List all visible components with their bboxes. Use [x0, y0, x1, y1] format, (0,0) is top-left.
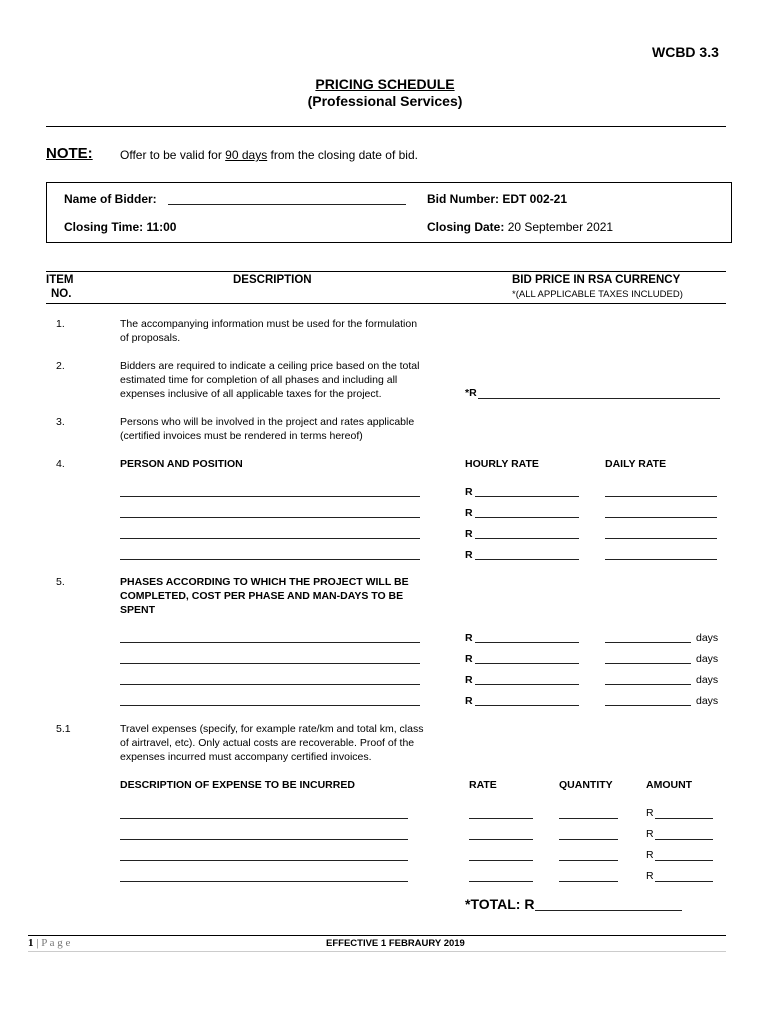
phase-days-unit-1: days [696, 632, 719, 644]
total-field[interactable] [535, 910, 682, 911]
expense-qty-field-2[interactable] [559, 839, 618, 840]
hourly-rate-field-2[interactable] [475, 517, 579, 518]
note-text-pre: Offer to be valid for [120, 148, 226, 162]
phase-cost-prefix-1: R [465, 632, 473, 644]
page-title: PRICING SCHEDULE [315, 76, 455, 92]
expense-rate-field-2[interactable] [469, 839, 533, 840]
item-1-line-2: of proposals. [120, 332, 181, 344]
item-5-line-3: SPENT [120, 604, 156, 616]
item-5-1-line-2: of airtravel, etc). Only actual costs are recoverable. Proof of the [120, 737, 415, 749]
bidder-name-field[interactable] [168, 204, 406, 205]
expense-desc-field-3[interactable] [120, 860, 408, 861]
item-2-no: 2. [56, 360, 65, 372]
person-field-3[interactable] [120, 538, 420, 539]
daily-rate-field-4[interactable] [605, 559, 717, 560]
phase-cost-prefix-2: R [465, 653, 473, 665]
closing-date-label: Closing Date: [427, 220, 505, 234]
expense-qty-field-3[interactable] [559, 860, 618, 861]
item-5-1-no: 5.1 [56, 723, 71, 735]
expense-rate-field-1[interactable] [469, 818, 533, 819]
phase-cost-prefix-3: R [465, 674, 473, 686]
hourly-rate-field-4[interactable] [475, 559, 579, 560]
bid-number: Bid Number: EDT 002-21 [427, 192, 568, 206]
page-number-value: 1 [28, 937, 34, 949]
item-1-description [120, 317, 417, 345]
note-text [120, 148, 418, 162]
ceiling-price-prefix: *R [465, 387, 477, 399]
col-item-no: NO. [51, 288, 72, 300]
header-divider [46, 126, 726, 127]
phase-field-3[interactable] [120, 684, 420, 685]
table-top-rule [46, 271, 726, 272]
note-label: NOTE: [46, 145, 93, 162]
item-5-line-1: PHASES ACCORDING TO WHICH THE PROJECT WILL BE [120, 576, 409, 588]
effective-date: EFFECTIVE 1 FEBRAURY 2019 [326, 938, 465, 949]
item-3-line-2: (certified invoices must be rendered in terms hereof) [120, 430, 363, 442]
person-field-2[interactable] [120, 517, 420, 518]
phase-cost-field-2[interactable] [475, 663, 579, 664]
page-subtitle: (Professional Services) [307, 93, 463, 109]
footer-divider [28, 935, 726, 936]
col-bid-price: BID PRICE IN RSA CURRENCY [512, 274, 681, 286]
expense-description-heading: DESCRIPTION OF EXPENSE TO BE INCURRED [120, 779, 355, 791]
expense-amount-field-4[interactable] [655, 881, 713, 882]
item-2-line-1: Bidders are required to indicate a ceiling price based on the total [120, 360, 420, 372]
expense-amount-heading: AMOUNT [646, 779, 693, 791]
expense-qty-field-1[interactable] [559, 818, 618, 819]
item-5-1-line-1: Travel expenses (specify, for example rate/km and total km, class [120, 723, 424, 735]
expense-desc-field-1[interactable] [120, 818, 408, 819]
item-2-line-3: expenses inclusive of all applicable taxes for the project. [120, 388, 382, 400]
expense-amount-field-2[interactable] [655, 839, 713, 840]
phase-days-unit-4: days [696, 695, 719, 707]
note-text-post: from the closing date of bid. [267, 148, 418, 162]
expense-quantity-heading: QUANTITY [559, 779, 613, 791]
total-label: *TOTAL: R [465, 896, 535, 912]
expense-amount-field-3[interactable] [655, 860, 713, 861]
phase-cost-field-1[interactable] [475, 642, 579, 643]
item-3-no: 3. [56, 416, 65, 428]
ceiling-price-field[interactable] [478, 398, 720, 399]
expense-rate-field-4[interactable] [469, 881, 533, 882]
item-3-line-1: Persons who will be involved in the project and rates applicable [120, 416, 415, 428]
col-description: DESCRIPTION [233, 274, 312, 286]
phase-days-unit-3: days [696, 674, 719, 686]
document-code: WCBD 3.3 [652, 44, 719, 60]
item-5-no: 5. [56, 576, 65, 588]
item-4-no: 4. [56, 458, 65, 470]
phase-days-field-3[interactable] [605, 684, 691, 685]
hourly-rate-field-1[interactable] [475, 496, 579, 497]
phase-days-field-1[interactable] [605, 642, 691, 643]
phase-field-1[interactable] [120, 642, 420, 643]
hourly-rate-field-3[interactable] [475, 538, 579, 539]
item-5-heading [120, 575, 409, 617]
hourly-rate-prefix-2: R [465, 507, 473, 519]
hourly-rate-heading: HOURLY RATE [465, 458, 539, 470]
item-3-description [120, 415, 414, 443]
item-5-line-2: COMPLETED, COST PER PHASE AND MAN-DAYS TO BE [120, 590, 404, 602]
person-position-heading: PERSON AND POSITION [120, 458, 243, 470]
phase-cost-field-4[interactable] [475, 705, 579, 706]
phase-field-2[interactable] [120, 663, 420, 664]
expense-rate-field-3[interactable] [469, 860, 533, 861]
hourly-rate-prefix-4: R [465, 549, 473, 561]
phase-days-field-2[interactable] [605, 663, 691, 664]
col-taxes-note: *(ALL APPLICABLE TAXES INCLUDED) [512, 289, 683, 300]
phase-days-unit-2: days [696, 653, 719, 665]
expense-rate-heading: RATE [469, 779, 497, 791]
daily-rate-field-2[interactable] [605, 517, 717, 518]
daily-rate-heading: DAILY RATE [605, 458, 667, 470]
note-days: 90 days [225, 148, 268, 162]
expense-qty-field-4[interactable] [559, 881, 618, 882]
table-header-rule [46, 303, 726, 304]
item-2-description [120, 359, 419, 401]
phase-cost-field-3[interactable] [475, 684, 579, 685]
item-5-1-description [120, 722, 423, 764]
col-item: ITEM [46, 274, 74, 286]
footer-bottom-rule [28, 951, 726, 952]
item-1-line-1: The accompanying information must be used for the formulation [120, 318, 418, 330]
closing-date-value: 20 September 2021 [507, 220, 614, 234]
phase-field-4[interactable] [120, 705, 420, 706]
item-5-1-line-3: expenses incurred must accompany certified invoices. [120, 751, 372, 763]
bidder-name-label: Name of Bidder: [64, 192, 157, 206]
expense-amount-prefix-1: R [646, 807, 654, 819]
expense-amount-prefix-4: R [646, 870, 654, 882]
page-word: P a g e [41, 937, 71, 949]
expense-amount-prefix-3: R [646, 849, 654, 861]
expense-desc-field-2[interactable] [120, 839, 408, 840]
closing-time: Closing Time: 11:00 [64, 220, 177, 234]
phase-cost-prefix-4: R [465, 695, 473, 707]
expense-desc-field-4[interactable] [120, 881, 408, 882]
hourly-rate-prefix-3: R [465, 528, 473, 540]
hourly-rate-prefix-1: R [465, 486, 473, 498]
person-field-1[interactable] [120, 496, 420, 497]
item-2-line-2: estimated time for completion of all phases and including all [120, 374, 398, 386]
phase-days-field-4[interactable] [605, 705, 691, 706]
expense-amount-prefix-2: R [646, 828, 654, 840]
page-number [28, 937, 70, 949]
person-field-4[interactable] [120, 559, 420, 560]
expense-amount-field-1[interactable] [655, 818, 713, 819]
closing-date [427, 220, 613, 234]
item-1-no: 1. [56, 318, 65, 330]
daily-rate-field-1[interactable] [605, 496, 717, 497]
daily-rate-field-3[interactable] [605, 538, 717, 539]
page-separator: | [36, 937, 39, 949]
